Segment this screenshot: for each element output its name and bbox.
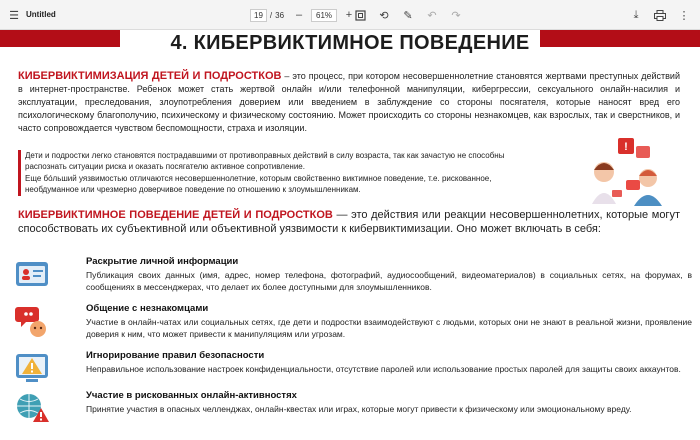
- item-title: Игнорирование правил безопасности: [86, 350, 265, 361]
- toolbar-actions: [628, 7, 692, 23]
- page-total: 36: [275, 10, 285, 20]
- quote-text-2: Еще бóльший уязвимостью отличаются несовершеннолетние, которым свойственно виктимное поведение, т.е. рискованное, необдуманное или чрезмерно доверчивое поведение по отношению к злоумышленникам.: [25, 174, 492, 194]
- item-text: Публикация своих данных (имя, адрес, номер телефона, фотографий, аудиосообщений, видеоматериалов) в социальных сетях, на форумах, в сообщениях в мессенджерах, что делает их более доступными для злоумышленников.: [86, 270, 692, 292]
- zoom-out-icon[interactable]: –: [295, 9, 303, 21]
- item-text: Участие в онлайн-чатах или социальных сетях, где дети и подростки взаимодействуют с людьми, которых они не знают в реальной жизни, проявление доверия к ним, что может привести к манипуляциям или угрозам.: [86, 317, 692, 339]
- svg-text:!: !: [624, 141, 628, 153]
- download-icon[interactable]: ⤓: [633, 8, 639, 21]
- undo-icon[interactable]: ↶: [427, 9, 437, 22]
- more-options-icon[interactable]: ⋮: [678, 9, 690, 22]
- intro-paragraph: [18, 69, 680, 135]
- annotate-icon[interactable]: ✎: [403, 9, 413, 22]
- rotate-icon[interactable]: ⟲: [379, 9, 389, 22]
- item-title: Раскрытие личной информации: [86, 256, 239, 267]
- section-intro: [18, 208, 680, 236]
- section-term: КИБЕРВИКТИМНОЕ ПОВЕДЕНИЕ ДЕТЕЙ И ПОДРОСТКОВ: [18, 209, 333, 221]
- document-title: Untitled: [26, 10, 56, 19]
- pdf-toolbar: [0, 0, 700, 30]
- globe-warning-icon: [14, 390, 50, 426]
- security-warning-icon: [14, 350, 50, 386]
- section-text: — это действия или реакции несовершеннолетних, которые могут способствовать их субъективной или объективной уязвимости к кибервиктимизации. Оно может включать в себя:: [18, 209, 680, 235]
- intro-term: КИБЕРВИКТИМИЗАЦИЯ ДЕТЕЙ И ПОДРОСТКОВ: [18, 70, 282, 82]
- page-separator: /: [269, 10, 273, 20]
- pdf-page: [0, 30, 700, 440]
- item-title: Общение с незнакомцами: [86, 303, 209, 314]
- page-indicator: [250, 7, 284, 23]
- print-icon[interactable]: [652, 7, 668, 23]
- page-title: 4. КИБЕРВИКТИМНОЕ ПОВЕДЕНИЕ: [170, 32, 530, 54]
- intro-text: – это процесс, при котором несовершеннолетние становятся жертвами преступных действий в интернет-пространстве. Ребенок может стать жертвой онлайн и/или телефонной манипуляции, кибергрессии, сексуального онлайн-насилия и эксплуатации, преследования, злоупотребления доверием или введением в заблуждение со стороны посягателя, которые наносят вред его психологическому благополучию, психическому и физическому состоянию. Может происходить со стороны незнакомцев, как взрослых, так и сверстников, и часто сопровождается чувством беспомощности, страха и изоляции.: [18, 71, 680, 133]
- item-title: Участие в рискованных онлайн-активностях: [86, 390, 297, 401]
- menu-icon[interactable]: ☰: [9, 9, 19, 22]
- page-number-input[interactable]: 19: [250, 9, 267, 22]
- stranger-chat-icon: [14, 303, 50, 339]
- cyberbullying-illustration: [588, 136, 672, 206]
- page-tools: [352, 7, 464, 23]
- zoom-in-icon[interactable]: +: [345, 9, 353, 21]
- redo-icon[interactable]: ↷: [451, 9, 461, 22]
- item-text: Неправильное использование настроек конфиденциальности, отсутствие паролей или использование простых паролей для защиты своих аккаунтов.: [86, 364, 681, 374]
- personal-data-icon: [14, 256, 50, 292]
- quote-text-1: Дети и подростки легко становятся пострадавшими от противоправных действий в силу возраста, так как зачастую не способны распознать ситуации риска и оказать посягателю активное сопротивление.: [25, 151, 505, 171]
- quote-block: [18, 150, 546, 196]
- zoom-level[interactable]: 61%: [311, 9, 337, 22]
- item-text: Принятие участия в опасных челленджах, онлайн-квестах или играх, которые могут привести к физическому или эмоциональному вреду.: [86, 404, 632, 414]
- zoom-controls: [291, 7, 357, 23]
- fit-page-icon[interactable]: [352, 7, 368, 23]
